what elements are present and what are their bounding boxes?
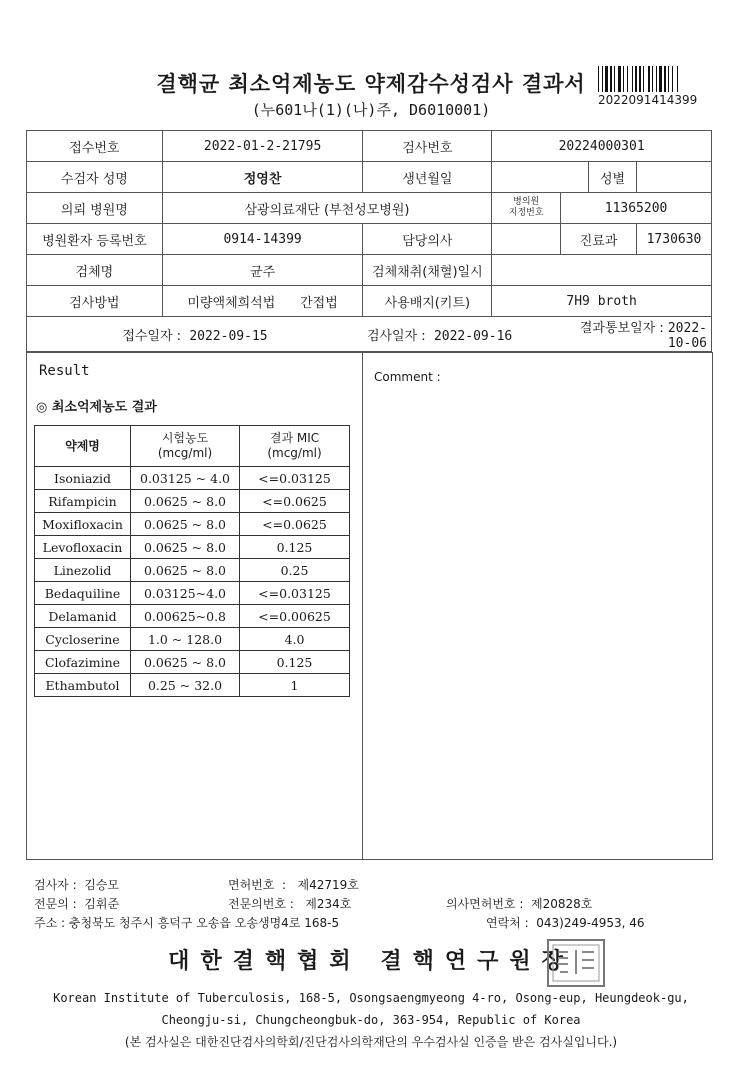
barcode-bar <box>614 66 615 92</box>
drug-name-cell: Levofloxacin <box>35 536 131 559</box>
test-range-cell: 0.03125 ~ 4.0 <box>131 467 240 490</box>
barcode-bar <box>656 66 657 92</box>
result-comment-divider <box>362 352 363 860</box>
barcode-graphic <box>598 66 698 92</box>
certification-note: (본 검사실은 대한진단검사의학회/진단검사의학재단의 우수검사실 인증을 받은 검사실입니다.) <box>124 1035 618 1049</box>
hospital-code-label-line1: 병의원 <box>513 197 540 207</box>
drug-name-cell: Linezolid <box>35 559 131 582</box>
mic-result-cell: <=0.0625 <box>240 513 350 536</box>
doctor-license-no: 의사면허번호 : 제20828호 <box>446 897 593 911</box>
doctor-label: 담당의사 <box>363 224 492 255</box>
dept-value: 1730630 <box>637 224 712 255</box>
method-secondary: 간접법 <box>300 295 338 311</box>
collect-date-value <box>492 255 712 286</box>
test-date-label: 검사일자 : <box>366 328 426 344</box>
barcode-bar <box>677 66 678 92</box>
hospital-code-label-line2: 지정번호 <box>508 208 544 218</box>
drug-name-cell: Delamanid <box>35 605 131 628</box>
specialist: 전문의 : 김휘준 <box>34 897 120 911</box>
reg-no-label: 병원환자 등록번호 <box>27 224 163 255</box>
test-range-cell: 1.0 ~ 128.0 <box>131 628 240 651</box>
report-date <box>561 317 712 352</box>
col-header-mic-line1: 결과 MIC <box>269 431 320 445</box>
method-label: 검사방법 <box>27 286 163 317</box>
institute-name: 대한결핵협회 결핵연구원장 <box>168 949 574 974</box>
test-date <box>363 317 561 352</box>
patient-info-table <box>26 130 712 352</box>
test-range-cell: 0.03125~4.0 <box>131 582 240 605</box>
barcode-bar <box>668 66 669 92</box>
receipt-no-label: 접수번호 <box>27 131 163 162</box>
barcode-bar <box>672 66 673 92</box>
receipt-date <box>27 317 363 352</box>
test-range-cell: 0.0625 ~ 8.0 <box>131 490 240 513</box>
report-date-value: 2022-10-06 <box>667 321 707 351</box>
official-seal-stamp <box>546 938 606 988</box>
contact: 연락처 : 043)249-4953, 46 <box>486 916 645 930</box>
mic-row <box>35 559 350 582</box>
mic-results-table <box>34 425 350 697</box>
mic-section-label: ◎ 최소억제농도 결과 <box>36 400 157 415</box>
drug-name-cell: Clofazimine <box>35 651 131 674</box>
drug-name-cell: Isoniazid <box>35 467 131 490</box>
barcode-bar <box>643 66 644 92</box>
drug-name-cell: Cycloserine <box>35 628 131 651</box>
barcode-bar <box>602 66 603 92</box>
document-subtitle: (누601나(1)(나)주, D6010001) <box>251 101 491 119</box>
mic-result-cell: 0.25 <box>240 559 350 582</box>
english-address-line2: Cheongju-si, Chungcheongbuk-do, 363-954, Republic of Korea <box>161 1013 581 1027</box>
barcode-bar <box>664 66 666 92</box>
test-no-label: 검사번호 <box>363 131 492 162</box>
test-no-value: 20224000301 <box>492 131 712 162</box>
mic-row <box>35 582 350 605</box>
english-address-line1: Korean Institute of Tuberculosis, 168-5, Osongsaengmyeong 4-ro, Osong-eup, Heungdeok-gu, <box>53 991 689 1005</box>
barcode-bar <box>635 66 637 92</box>
birth-value <box>492 162 589 193</box>
hospital-label: 의뢰 병원명 <box>27 193 163 224</box>
barcode-bar <box>605 66 608 92</box>
col-header-drug: 약제명 <box>35 426 131 467</box>
mic-row <box>35 628 350 651</box>
comment-label: Comment : <box>374 370 441 384</box>
birth-label: 생년월일 <box>363 162 492 193</box>
test-range-cell: 0.25 ~ 32.0 <box>131 674 240 697</box>
sex-value <box>637 162 712 193</box>
barcode-bar <box>610 66 612 92</box>
receipt-date-label: 접수일자 : <box>122 328 182 344</box>
mic-result-cell: 4.0 <box>240 628 350 651</box>
mic-row <box>35 490 350 513</box>
mic-row <box>35 536 350 559</box>
reg-no-value: 0914-14399 <box>162 224 363 255</box>
barcode-bar <box>598 66 599 92</box>
method-primary: 미량액체희석법 <box>187 295 276 311</box>
mic-result-cell: 0.125 <box>240 651 350 674</box>
mic-row <box>35 605 350 628</box>
mic-result-cell: <=0.00625 <box>240 605 350 628</box>
specimen-label: 검체명 <box>27 255 163 286</box>
barcode-bar <box>632 66 633 92</box>
hospital-value: 삼광의료재단 (부천성모병원) <box>162 193 491 224</box>
method-value <box>162 286 363 317</box>
barcode-bar <box>623 66 624 92</box>
barcode-bar <box>648 66 650 92</box>
mic-result-cell: <=0.0625 <box>240 490 350 513</box>
specimen-value: 균주 <box>162 255 363 286</box>
mic-result-cell: 1 <box>240 674 350 697</box>
test-range-cell: 0.0625 ~ 8.0 <box>131 536 240 559</box>
barcode-bar <box>618 66 621 92</box>
col-header-mic-line2: (mcg/ml) <box>267 446 322 460</box>
col-header-mic <box>240 426 350 467</box>
sex-label: 성별 <box>589 162 637 193</box>
test-date-value: 2022-09-16 <box>433 328 513 344</box>
doctor-value <box>492 224 561 255</box>
drug-name-cell: Rifampicin <box>35 490 131 513</box>
test-range-cell: 0.00625~0.8 <box>131 605 240 628</box>
test-range-cell: 0.0625 ~ 8.0 <box>131 513 240 536</box>
barcode-bar <box>652 66 653 92</box>
medium-label: 사용배지(키트) <box>363 286 492 317</box>
test-range-cell: 0.0625 ~ 8.0 <box>131 559 240 582</box>
mic-result-cell: 0.125 <box>240 536 350 559</box>
barcode-bar <box>627 66 628 92</box>
barcode-bar <box>659 66 662 92</box>
patient-name-label: 수검자 성명 <box>27 162 163 193</box>
dept-label: 진료과 <box>561 224 637 255</box>
hospital-code-label <box>492 193 561 224</box>
mic-result-cell: <=0.03125 <box>240 582 350 605</box>
drug-name-cell: Ethambutol <box>35 674 131 697</box>
mic-row <box>35 651 350 674</box>
specialist-no: 전문의번호 : 제234호 <box>228 897 352 911</box>
examiner: 검사자 : 김승모 <box>34 878 120 892</box>
mic-row <box>35 674 350 697</box>
col-header-range <box>131 426 240 467</box>
test-range-cell: 0.0625 ~ 8.0 <box>131 651 240 674</box>
collect-date-label: 검체채취(채혈)일시 <box>363 255 492 286</box>
mic-row <box>35 467 350 490</box>
license-no: 면허번호 : 제42719호 <box>228 878 359 892</box>
mic-row <box>35 513 350 536</box>
col-header-range-line1: 시험농도 <box>161 431 209 445</box>
mic-result-cell: <=0.03125 <box>240 467 350 490</box>
barcode-bar <box>639 66 641 92</box>
hospital-code-value: 11365200 <box>561 193 712 224</box>
report-date-label: 결과통보일자 : <box>579 321 664 336</box>
receipt-date-value: 2022-09-15 <box>189 328 268 344</box>
receipt-no-value: 2022-01-2-21795 <box>162 131 363 162</box>
barcode-number: 2022091414399 <box>598 93 698 107</box>
patient-name-value: 정영찬 <box>162 162 363 193</box>
drug-name-cell: Bedaquiline <box>35 582 131 605</box>
medium-value: 7H9 broth <box>492 286 712 317</box>
col-header-range-line2: (mcg/ml) <box>157 446 213 460</box>
drug-name-cell: Moxifloxacin <box>35 513 131 536</box>
document-title: 결핵균 최소억제농도 약제감수성검사 결과서 <box>156 72 586 96</box>
address: 주소 : 충청북도 청주시 흥덕구 오송읍 오송생명4로 168-5 <box>34 916 340 930</box>
result-label: Result <box>39 363 90 379</box>
